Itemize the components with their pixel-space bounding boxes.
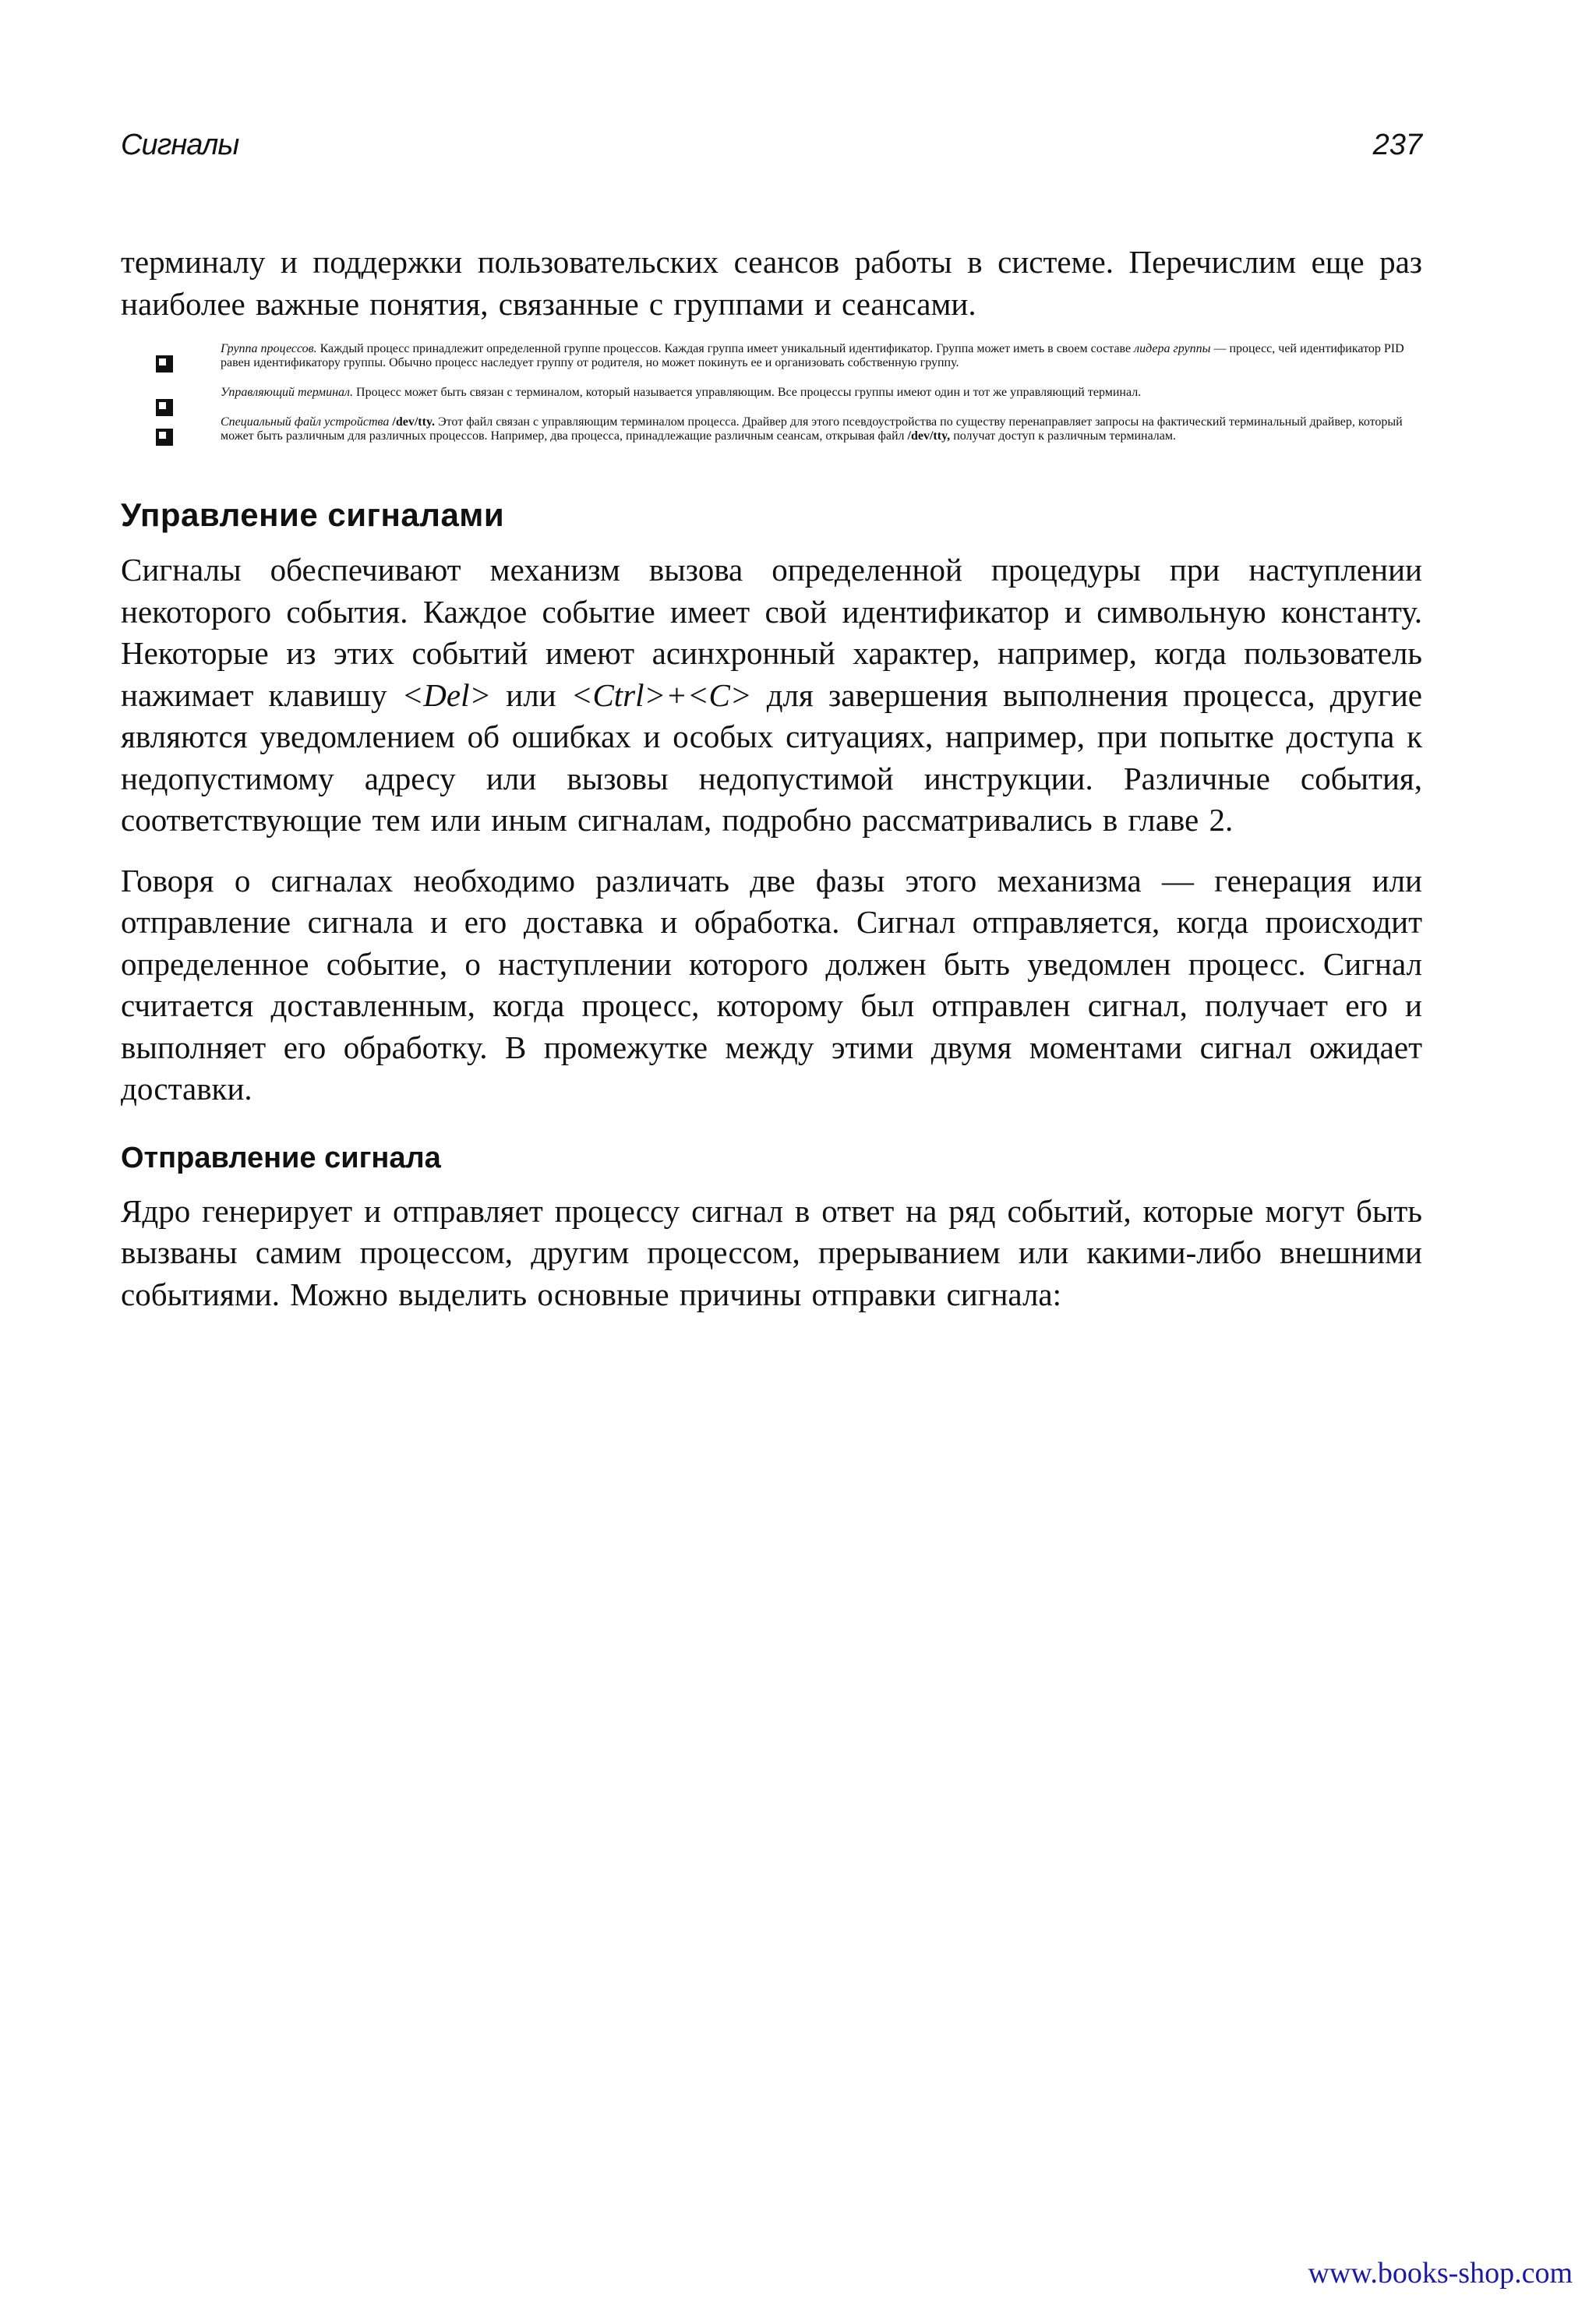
- list-item-term: Специальный файл устройства: [221, 415, 390, 429]
- text-run: Сигналы обеспечивают механизм вызова определенной процедуры при наступлении некоторого события. Каждое событие имеет свой идентификатор и символьную константу. Некоторые из этих событий имеют асинхронный характер, например, когда пользователь нажимает клавишу: [121, 552, 1422, 713]
- key-name: <Del>: [401, 676, 492, 713]
- checkbox-bullet-icon: [156, 399, 173, 416]
- list-item-text: — процесс, чей идентификатор PID равен идентификатору группы. Обычно процесс наследует группу от родителя, но может покинуть ее и организовать собственную группу.: [221, 342, 1404, 369]
- list-item-text: Этот файл связан с управляющим терминалом процесса. Драйвер для этого псевдоустройства по существу перенаправляет запросы на фактический терминальный драйвер, который может быть различным для различных процессов. Например, два процесса, принадлежащие различным сеансам, открывая файл: [221, 415, 1403, 443]
- body-paragraph: Говоря о сигналах необходимо различать две фазы этого механизма — генерация или отправление сигнала и его доставка и обработка. Сигнал отправляется, когда происходит определенное событие, о наступлении которого должен быть уведомлен процесс. Сигнал считается доставленным, когда процесс, которому был отправлен сигнал, получает его и выполняет его обработку. В промежутке между этими двумя моментами сигнал ожидает доставки.: [121, 862, 1422, 1107]
- list-item-text: Процесс может быть связан с терминалом, который называется управляющим. Все процессы группы имеют один и тот же управляющий терминал.: [353, 386, 1142, 399]
- body-paragraph: [121, 549, 1422, 842]
- concept-list: [121, 342, 1422, 443]
- page-body: [121, 242, 1422, 1315]
- list-item-term: Управляющий терминал.: [221, 386, 354, 399]
- running-header-title: Сигналы: [121, 129, 239, 161]
- text-run: для завершения выполнения процесса, другие являются уведомлением об ошибках и особых ситуациях, например, при попытке доступа к недопустимому адресу или вызовы недопустимой инструкции. Различные события, соответствующие тем или иным сигналам, подробно рассматривались в главе 2.: [121, 676, 1422, 838]
- section-heading: Управление сигналами: [121, 496, 505, 533]
- running-header: [121, 129, 1422, 175]
- intro-paragraph: терминалу и поддержки пользовательских сеансов работы в системе. Перечислим еще раз наиболее важные понятия, связанные с группами и сеансами.: [121, 244, 1422, 322]
- subsection-heading: Отправление сигнала: [121, 1141, 441, 1174]
- file-path: /dev/tty.: [389, 415, 436, 429]
- list-item: [121, 386, 1422, 400]
- list-item: [121, 342, 1422, 370]
- footer-link[interactable]: www.books-shop.com: [1308, 2257, 1573, 2290]
- checkbox-bullet-icon: [156, 355, 173, 372]
- list-item-text: Каждый процесс принадлежит определенной группе процессов. Каждая группа имеет уникальный идентификатор. Группа может иметь в своем составе: [316, 342, 1135, 355]
- list-item-text: получат доступ к различным терминалам.: [950, 429, 1177, 443]
- body-paragraph: Ядро генерирует и отправляет процессу сигнал в ответ на ряд событий, которые могут быть вызваны самим процессом, другим процессом, прерыванием или какими-либо внешними событиями. Можно выделить основные причины отправки сигнала:: [121, 1192, 1422, 1312]
- checkbox-bullet-icon: [156, 429, 173, 446]
- list-item: [121, 415, 1422, 443]
- file-path: /dev/tty,: [907, 429, 951, 443]
- text-run: или: [491, 676, 571, 713]
- page-number: 237: [1372, 129, 1422, 161]
- key-name: <Ctrl>+<C>: [570, 676, 752, 713]
- list-item-term: лидера группы: [1134, 342, 1211, 355]
- list-item-term: Группа процессов.: [221, 342, 317, 355]
